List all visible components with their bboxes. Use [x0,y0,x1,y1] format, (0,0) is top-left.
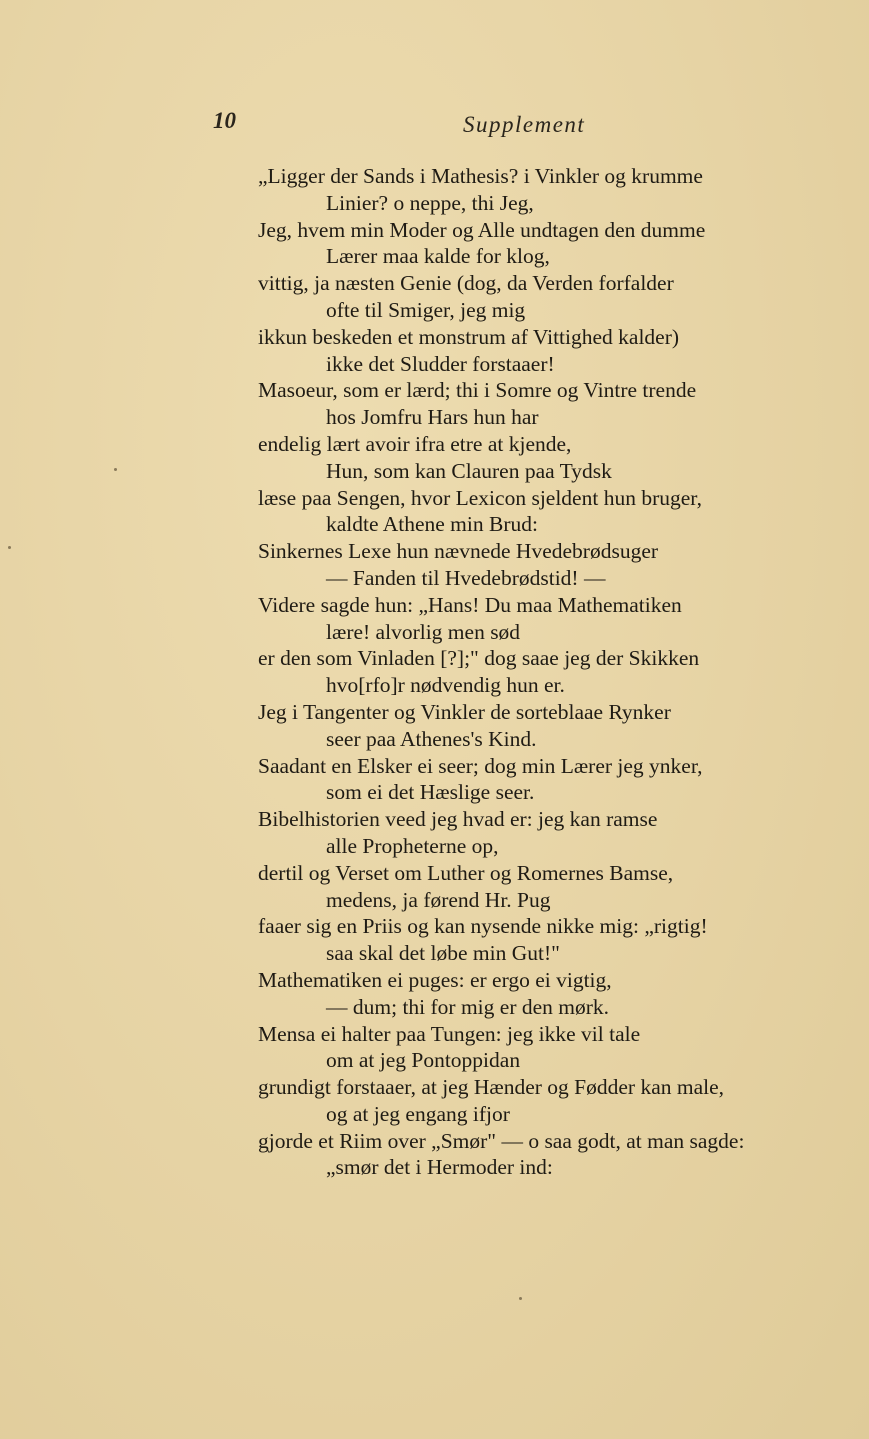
poem-line: ofte til Smiger, jeg mig [326,297,526,322]
poem-line: gjorde et Riim over „Smør" — o saa godt, at man sagde: [258,1128,745,1153]
poem-line: „Ligger der Sands i Mathesis? i Vinkler og krumme [258,164,703,188]
poem-line: Jeg, hvem min Moder og Alle undtagen den dumme [258,217,706,242]
poem-line: „smør det i Hermoder ind: [326,1155,553,1180]
poem-line: kaldte Athene min Brud: [326,512,538,537]
poem-line: ikkun beskeden et monstrum af Vittighed kalder) [258,324,680,349]
paper-speck [114,468,117,471]
poem-line: Masoeur, som er lærd; thi i Somre og Vintre trende [258,378,697,403]
poem-line: — Fanden til Hvedebrødstid! — [326,565,606,590]
poem-line: Saadant en Elsker ei seer; dog min Lærer jeg ynker, [258,753,703,778]
poem-line: faaer sig en Priis og kan nysende nikke mig: „rigtig! [258,914,708,939]
paper-speck [519,1297,522,1300]
poem-line: om at jeg Pontoppidan [326,1048,521,1073]
poem-line: Videre sagde hun: „Hans! Du maa Mathematiken [258,592,682,617]
poem-line: som ei det Hæslige seer. [326,780,535,805]
poem-line: Mathematiken ei puges: er ergo ei vigtig, [258,967,612,992]
poem-line: seer paa Athenes's Kind. [326,726,537,751]
paper-speck [8,546,11,549]
poem-line: Mensa ei halter paa Tungen: jeg ikke vil tale [258,1021,641,1046]
poem-line: Bibelhistorien veed jeg hvad er: jeg kan ramse [258,807,658,832]
poem-line: Linier? o neppe, thi Jeg, [326,190,534,215]
poem-line: og at jeg engang ifjor [326,1101,510,1126]
poem-line: dertil og Verset om Luther og Romernes Bamse, [258,860,674,885]
poem-line: hos Jomfru Hars hun har [326,405,539,430]
poem-line: læse paa Sengen, hvor Lexicon sjeldent hun bruger, [258,485,702,510]
poem-line: medens, ja førend Hr. Pug [326,887,551,912]
poem-line: Sinkernes Lexe hun nævnede Hvedebrødsuger [258,539,659,564]
poem-line: lære! alvorlig men sød [326,619,521,644]
running-title: Supplement [463,112,586,137]
poem-line: — dum; thi for mig er den mørk. [326,994,610,1019]
poem-line: er den som Vinladen [?];" dog saae jeg der Skikken [258,646,700,671]
page-number: 10 [213,108,236,133]
poem-line: saa skal det løbe min Gut!" [326,941,560,966]
poem-line: ikke det Sludder forstaaer! [326,351,555,376]
poem-line: endelig lært avoir ifra etre at kjende, [258,431,572,456]
poem-line: Lærer maa kalde for klog, [326,244,550,269]
poem-line: vittig, ja næsten Genie (dog, da Verden forfalder [258,271,674,296]
poem-line: alle Propheterne op, [326,833,499,858]
poem-line: grundigt forstaaer, at jeg Hænder og Fødder kan male, [258,1075,725,1100]
poem-line: Jeg i Tangenter og Vinkler de sorteblaae Rynker [258,699,671,724]
poem-line: Hun, som kan Clauren paa Tydsk [326,458,612,483]
poem-line: hvo[rfo]r nødvendig hun er. [326,673,565,698]
poem-text [258,163,838,1181]
